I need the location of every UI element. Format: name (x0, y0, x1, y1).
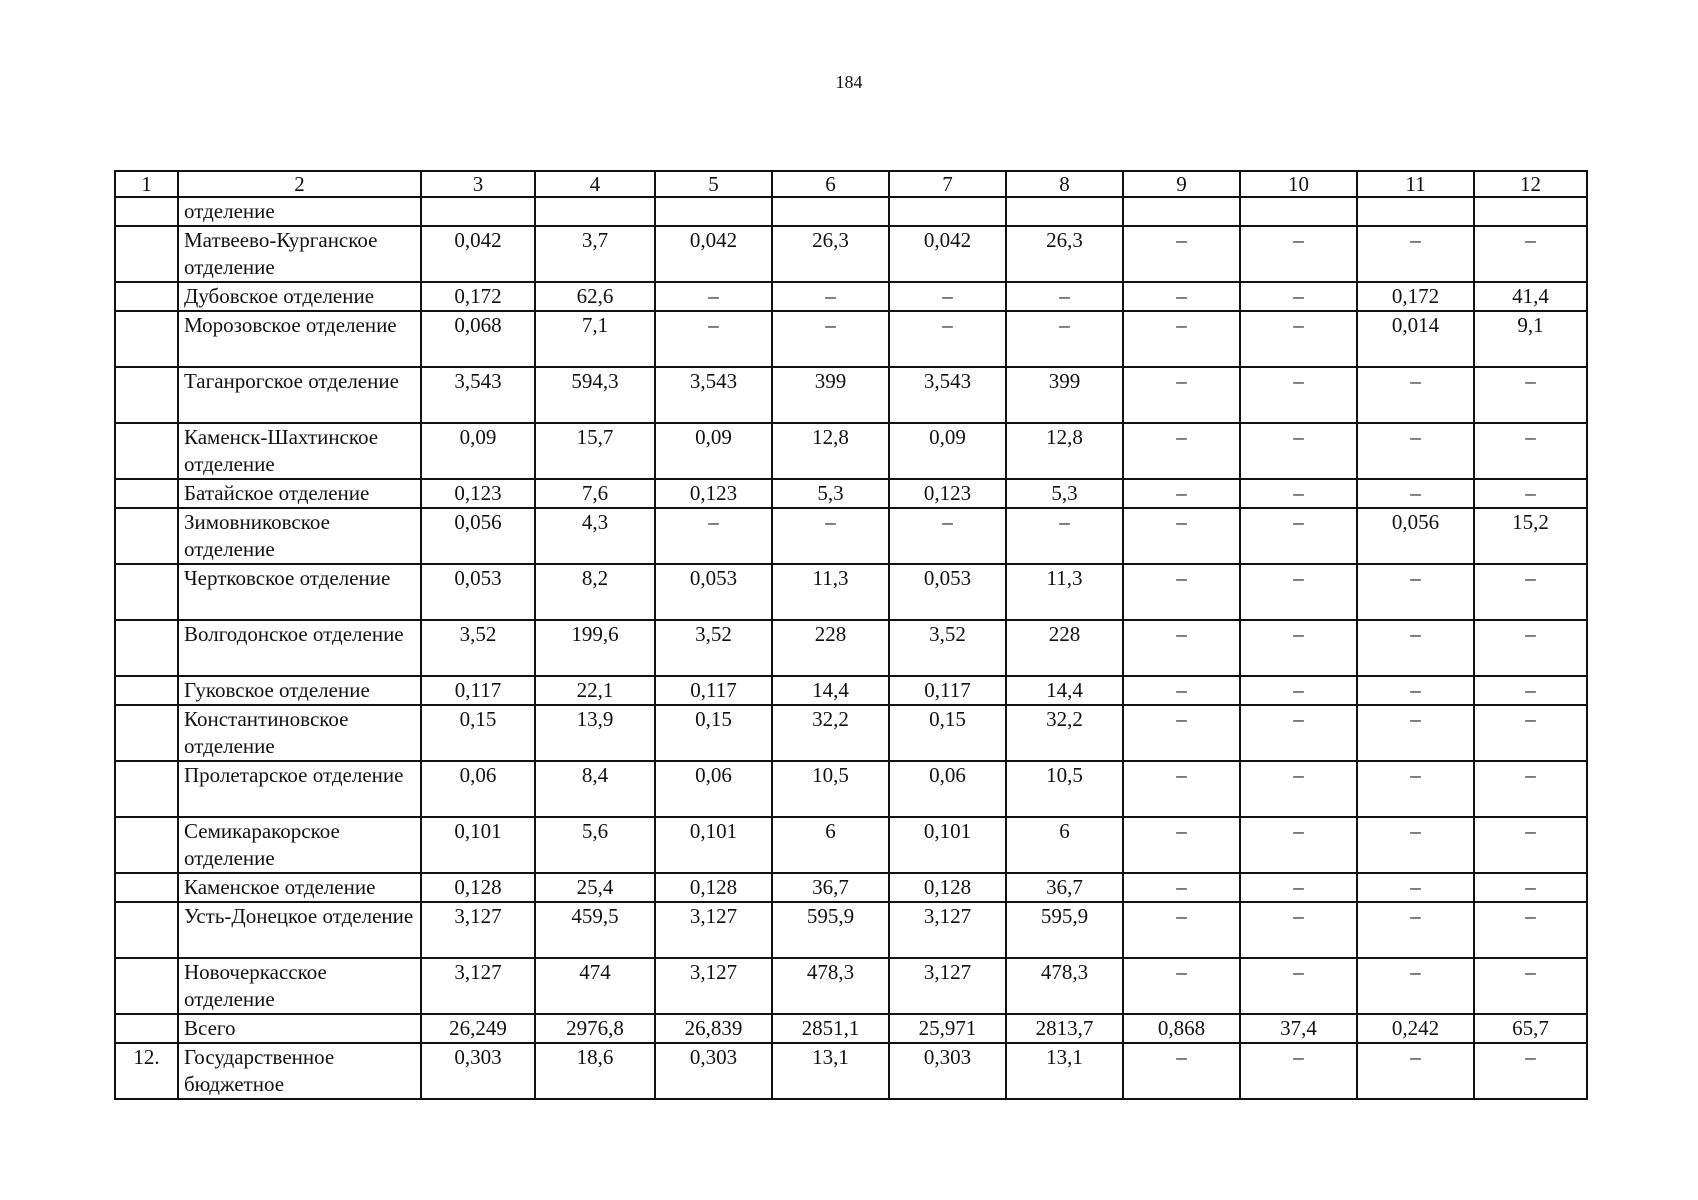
value-cell: – (1240, 367, 1357, 423)
value-cell: 399 (1006, 367, 1123, 423)
value-cell: 0,068 (421, 311, 535, 367)
value-cell: – (1357, 423, 1474, 479)
column-number: 1 (115, 171, 178, 197)
value-cell: 228 (1006, 620, 1123, 676)
organization-name-cell: Усть-Донецкое отделение (178, 902, 421, 958)
row-number-cell (115, 479, 178, 508)
value-cell: 0,09 (655, 423, 772, 479)
value-cell: 3,52 (889, 620, 1006, 676)
value-cell: – (1474, 423, 1587, 479)
table-row (115, 817, 1587, 873)
value-cell: – (1474, 902, 1587, 958)
table-row (115, 761, 1587, 817)
value-cell: 2813,7 (1006, 1014, 1123, 1043)
value-cell: 37,4 (1240, 1014, 1357, 1043)
value-cell: 3,543 (655, 367, 772, 423)
value-cell: – (1123, 311, 1240, 367)
data-table (114, 170, 1588, 1100)
value-cell: – (1240, 620, 1357, 676)
value-cell: 11,3 (1006, 564, 1123, 620)
value-cell: – (1123, 508, 1240, 564)
value-cell: 474 (535, 958, 655, 1014)
value-cell: 10,5 (772, 761, 889, 817)
value-cell: 36,7 (1006, 873, 1123, 902)
table-row (115, 226, 1587, 282)
value-cell: 12,8 (772, 423, 889, 479)
row-number-cell (115, 817, 178, 873)
table-row (115, 197, 1587, 226)
value-cell: 3,127 (889, 958, 1006, 1014)
organization-name-cell: Зимовниковское отделение (178, 508, 421, 564)
value-cell: – (772, 508, 889, 564)
value-cell: 14,4 (1006, 676, 1123, 705)
row-number-cell (115, 902, 178, 958)
value-cell: 26,839 (655, 1014, 772, 1043)
value-cell: – (1357, 873, 1474, 902)
value-cell: 3,543 (889, 367, 1006, 423)
column-number: 10 (1240, 171, 1357, 197)
value-cell: – (1357, 620, 1474, 676)
value-cell: – (1006, 282, 1123, 311)
organization-name-cell: Новочеркасское отделение (178, 958, 421, 1014)
value-cell: 3,7 (535, 226, 655, 282)
table-row (115, 423, 1587, 479)
value-cell: – (1240, 761, 1357, 817)
table-row (115, 479, 1587, 508)
value-cell: – (1357, 817, 1474, 873)
value-cell: 0,056 (421, 508, 535, 564)
value-cell: 0,014 (1357, 311, 1474, 367)
value-cell: 0,15 (889, 705, 1006, 761)
value-cell: – (1474, 958, 1587, 1014)
page-number: 184 (835, 72, 863, 92)
value-cell: – (1240, 564, 1357, 620)
value-cell: – (1123, 705, 1240, 761)
value-cell: – (655, 311, 772, 367)
value-cell: – (1240, 817, 1357, 873)
value-cell: 0,101 (421, 817, 535, 873)
value-cell: – (655, 282, 772, 311)
value-cell: 0,242 (1357, 1014, 1474, 1043)
column-number: 2 (178, 171, 421, 197)
value-cell: 399 (772, 367, 889, 423)
value-cell: 41,4 (1474, 282, 1587, 311)
value-cell: 5,3 (772, 479, 889, 508)
value-cell (1474, 197, 1587, 226)
value-cell: 0,09 (889, 423, 1006, 479)
value-cell: 3,543 (421, 367, 535, 423)
value-cell: – (1240, 705, 1357, 761)
value-cell: – (1123, 423, 1240, 479)
value-cell (1006, 197, 1123, 226)
column-number-row (115, 171, 1587, 197)
value-cell: 5,6 (535, 817, 655, 873)
value-cell: 0,172 (1357, 282, 1474, 311)
value-cell: 15,7 (535, 423, 655, 479)
value-cell: 6 (772, 817, 889, 873)
value-cell: – (1123, 1043, 1240, 1099)
value-cell: 595,9 (772, 902, 889, 958)
value-cell: – (1474, 705, 1587, 761)
column-number: 9 (1123, 171, 1240, 197)
value-cell: – (1357, 1043, 1474, 1099)
row-number-cell (115, 311, 178, 367)
value-cell (535, 197, 655, 226)
value-cell: 25,971 (889, 1014, 1006, 1043)
value-cell (889, 197, 1006, 226)
organization-name-cell: Гуковское отделение (178, 676, 421, 705)
value-cell: 36,7 (772, 873, 889, 902)
value-cell: – (1006, 311, 1123, 367)
value-cell: 3,127 (421, 902, 535, 958)
value-cell: 0,117 (889, 676, 1006, 705)
value-cell: 62,6 (535, 282, 655, 311)
value-cell: – (1357, 564, 1474, 620)
value-cell: – (1357, 761, 1474, 817)
value-cell: – (1240, 902, 1357, 958)
value-cell: – (1123, 817, 1240, 873)
organization-name-cell: Константиновское отделение (178, 705, 421, 761)
value-cell: 25,4 (535, 873, 655, 902)
value-cell: 594,3 (535, 367, 655, 423)
value-cell: 459,5 (535, 902, 655, 958)
value-cell: – (1240, 311, 1357, 367)
table-row (115, 902, 1587, 958)
value-cell: 8,2 (535, 564, 655, 620)
value-cell: 18,6 (535, 1043, 655, 1099)
row-number-cell (115, 226, 178, 282)
value-cell: 7,6 (535, 479, 655, 508)
value-cell: 9,1 (1474, 311, 1587, 367)
value-cell: – (1474, 226, 1587, 282)
row-number-cell (115, 761, 178, 817)
column-number: 5 (655, 171, 772, 197)
value-cell: 6 (1006, 817, 1123, 873)
column-number: 4 (535, 171, 655, 197)
value-cell: – (1240, 479, 1357, 508)
value-cell (655, 197, 772, 226)
column-number: 12 (1474, 171, 1587, 197)
value-cell: 0,053 (655, 564, 772, 620)
value-cell: – (1240, 508, 1357, 564)
value-cell: 0,172 (421, 282, 535, 311)
row-number-cell (115, 197, 178, 226)
value-cell: – (1357, 479, 1474, 508)
value-cell: 8,4 (535, 761, 655, 817)
value-cell: – (1123, 676, 1240, 705)
value-cell: 0,053 (889, 564, 1006, 620)
value-cell: 15,2 (1474, 508, 1587, 564)
table-row (115, 564, 1587, 620)
value-cell: 4,3 (535, 508, 655, 564)
value-cell: 32,2 (772, 705, 889, 761)
value-cell: 0,117 (421, 676, 535, 705)
row-number-cell (115, 620, 178, 676)
table-row (115, 282, 1587, 311)
value-cell: 3,127 (655, 902, 772, 958)
value-cell: 11,3 (772, 564, 889, 620)
value-cell: – (1006, 508, 1123, 564)
value-cell: 13,9 (535, 705, 655, 761)
value-cell: 0,15 (655, 705, 772, 761)
value-cell: – (655, 508, 772, 564)
value-cell (421, 197, 535, 226)
value-cell: 3,52 (421, 620, 535, 676)
value-cell: – (1240, 423, 1357, 479)
organization-name-cell: Чертковское отделение (178, 564, 421, 620)
value-cell: 0,056 (1357, 508, 1474, 564)
value-cell: 0,128 (421, 873, 535, 902)
value-cell (1123, 197, 1240, 226)
value-cell: 0,303 (889, 1043, 1006, 1099)
organization-name-cell: Пролетарское отделение (178, 761, 421, 817)
table-row (115, 508, 1587, 564)
value-cell: 13,1 (1006, 1043, 1123, 1099)
organization-name-cell: Волгодонское отделение (178, 620, 421, 676)
row-number-cell (115, 282, 178, 311)
organization-name-cell: Каменск-Шахтинское отделение (178, 423, 421, 479)
value-cell: 7,1 (535, 311, 655, 367)
value-cell: – (1123, 282, 1240, 311)
row-number-cell (115, 873, 178, 902)
value-cell: – (889, 282, 1006, 311)
value-cell: – (1357, 676, 1474, 705)
value-cell (1240, 197, 1357, 226)
organization-name-cell: Батайское отделение (178, 479, 421, 508)
value-cell: – (1474, 1043, 1587, 1099)
value-cell: 22,1 (535, 676, 655, 705)
value-cell (1357, 197, 1474, 226)
value-cell: – (889, 508, 1006, 564)
value-cell: 3,127 (889, 902, 1006, 958)
value-cell: – (1357, 705, 1474, 761)
organization-name-cell: Государственное бюджетное (178, 1043, 421, 1099)
row-number-cell (115, 958, 178, 1014)
organization-name-cell: Всего (178, 1014, 421, 1043)
value-cell: – (1474, 873, 1587, 902)
value-cell: 0,06 (889, 761, 1006, 817)
row-number-cell (115, 423, 178, 479)
value-cell: – (1357, 902, 1474, 958)
value-cell: 478,3 (772, 958, 889, 1014)
organization-name-cell: Матвеево-Курганское отделение (178, 226, 421, 282)
table-row (115, 873, 1587, 902)
value-cell: 228 (772, 620, 889, 676)
table-row (115, 1014, 1587, 1043)
value-cell: – (1474, 479, 1587, 508)
value-cell: – (1123, 367, 1240, 423)
value-cell: – (1240, 873, 1357, 902)
organization-name-cell: Каменское отделение (178, 873, 421, 902)
value-cell: – (1123, 958, 1240, 1014)
value-cell: – (1123, 479, 1240, 508)
value-cell: 199,6 (535, 620, 655, 676)
value-cell: – (1474, 761, 1587, 817)
value-cell: 14,4 (772, 676, 889, 705)
value-cell: 5,3 (1006, 479, 1123, 508)
value-cell: 0,303 (655, 1043, 772, 1099)
value-cell: 0,123 (655, 479, 772, 508)
value-cell: 32,2 (1006, 705, 1123, 761)
value-cell: 0,128 (889, 873, 1006, 902)
value-cell: 13,1 (772, 1043, 889, 1099)
table-row (115, 311, 1587, 367)
value-cell: 12,8 (1006, 423, 1123, 479)
value-cell: 10,5 (1006, 761, 1123, 817)
column-number: 3 (421, 171, 535, 197)
column-number: 11 (1357, 171, 1474, 197)
value-cell: – (1240, 282, 1357, 311)
value-cell: 0,123 (889, 479, 1006, 508)
value-cell: 0,123 (421, 479, 535, 508)
table-body (115, 197, 1587, 1099)
value-cell: – (1240, 1043, 1357, 1099)
value-cell: – (1474, 676, 1587, 705)
value-cell: 2976,8 (535, 1014, 655, 1043)
value-cell: 0,042 (421, 226, 535, 282)
value-cell: – (1474, 817, 1587, 873)
value-cell: 0,101 (889, 817, 1006, 873)
value-cell: 0,303 (421, 1043, 535, 1099)
value-cell: – (1357, 226, 1474, 282)
value-cell: – (772, 311, 889, 367)
value-cell: 0,868 (1123, 1014, 1240, 1043)
value-cell: – (1357, 367, 1474, 423)
value-cell: – (1474, 367, 1587, 423)
row-number-cell (115, 705, 178, 761)
row-number-cell: 12. (115, 1043, 178, 1099)
value-cell: 2851,1 (772, 1014, 889, 1043)
value-cell: – (1123, 226, 1240, 282)
value-cell: 26,3 (772, 226, 889, 282)
value-cell (772, 197, 889, 226)
organization-name-cell: Таганрогское отделение (178, 367, 421, 423)
value-cell: 478,3 (1006, 958, 1123, 1014)
value-cell: 3,127 (655, 958, 772, 1014)
column-number: 8 (1006, 171, 1123, 197)
table-row (115, 1043, 1587, 1099)
value-cell: – (1123, 620, 1240, 676)
organization-name-cell: Дубовское отделение (178, 282, 421, 311)
table-row (115, 958, 1587, 1014)
value-cell: – (1123, 564, 1240, 620)
value-cell: 0,15 (421, 705, 535, 761)
value-cell: 0,101 (655, 817, 772, 873)
table-row (115, 367, 1587, 423)
organization-name-cell: Семикаракорское отделение (178, 817, 421, 873)
value-cell: 0,06 (421, 761, 535, 817)
row-number-cell (115, 367, 178, 423)
value-cell: 26,249 (421, 1014, 535, 1043)
value-cell: – (1123, 873, 1240, 902)
row-number-cell (115, 1014, 178, 1043)
value-cell: – (1474, 620, 1587, 676)
value-cell: – (1123, 902, 1240, 958)
row-number-cell (115, 564, 178, 620)
row-number-cell (115, 676, 178, 705)
table-row (115, 705, 1587, 761)
value-cell: 26,3 (1006, 226, 1123, 282)
value-cell: – (1240, 676, 1357, 705)
value-cell: 3,127 (421, 958, 535, 1014)
row-number-cell (115, 508, 178, 564)
value-cell: – (1123, 761, 1240, 817)
value-cell: 65,7 (1474, 1014, 1587, 1043)
value-cell: 0,117 (655, 676, 772, 705)
value-cell: 0,09 (421, 423, 535, 479)
organization-name-cell: Морозовское отделение (178, 311, 421, 367)
value-cell: 0,053 (421, 564, 535, 620)
value-cell: 3,52 (655, 620, 772, 676)
table-row (115, 620, 1587, 676)
value-cell: 0,06 (655, 761, 772, 817)
column-number: 7 (889, 171, 1006, 197)
value-cell: 0,128 (655, 873, 772, 902)
value-cell: – (772, 282, 889, 311)
value-cell: 595,9 (1006, 902, 1123, 958)
value-cell: 0,042 (889, 226, 1006, 282)
table-row (115, 676, 1587, 705)
value-cell: – (1240, 226, 1357, 282)
value-cell: – (889, 311, 1006, 367)
value-cell: – (1357, 958, 1474, 1014)
value-cell: – (1240, 958, 1357, 1014)
organization-name-cell: отделение (178, 197, 421, 226)
value-cell: – (1474, 564, 1587, 620)
column-number: 6 (772, 171, 889, 197)
value-cell: 0,042 (655, 226, 772, 282)
